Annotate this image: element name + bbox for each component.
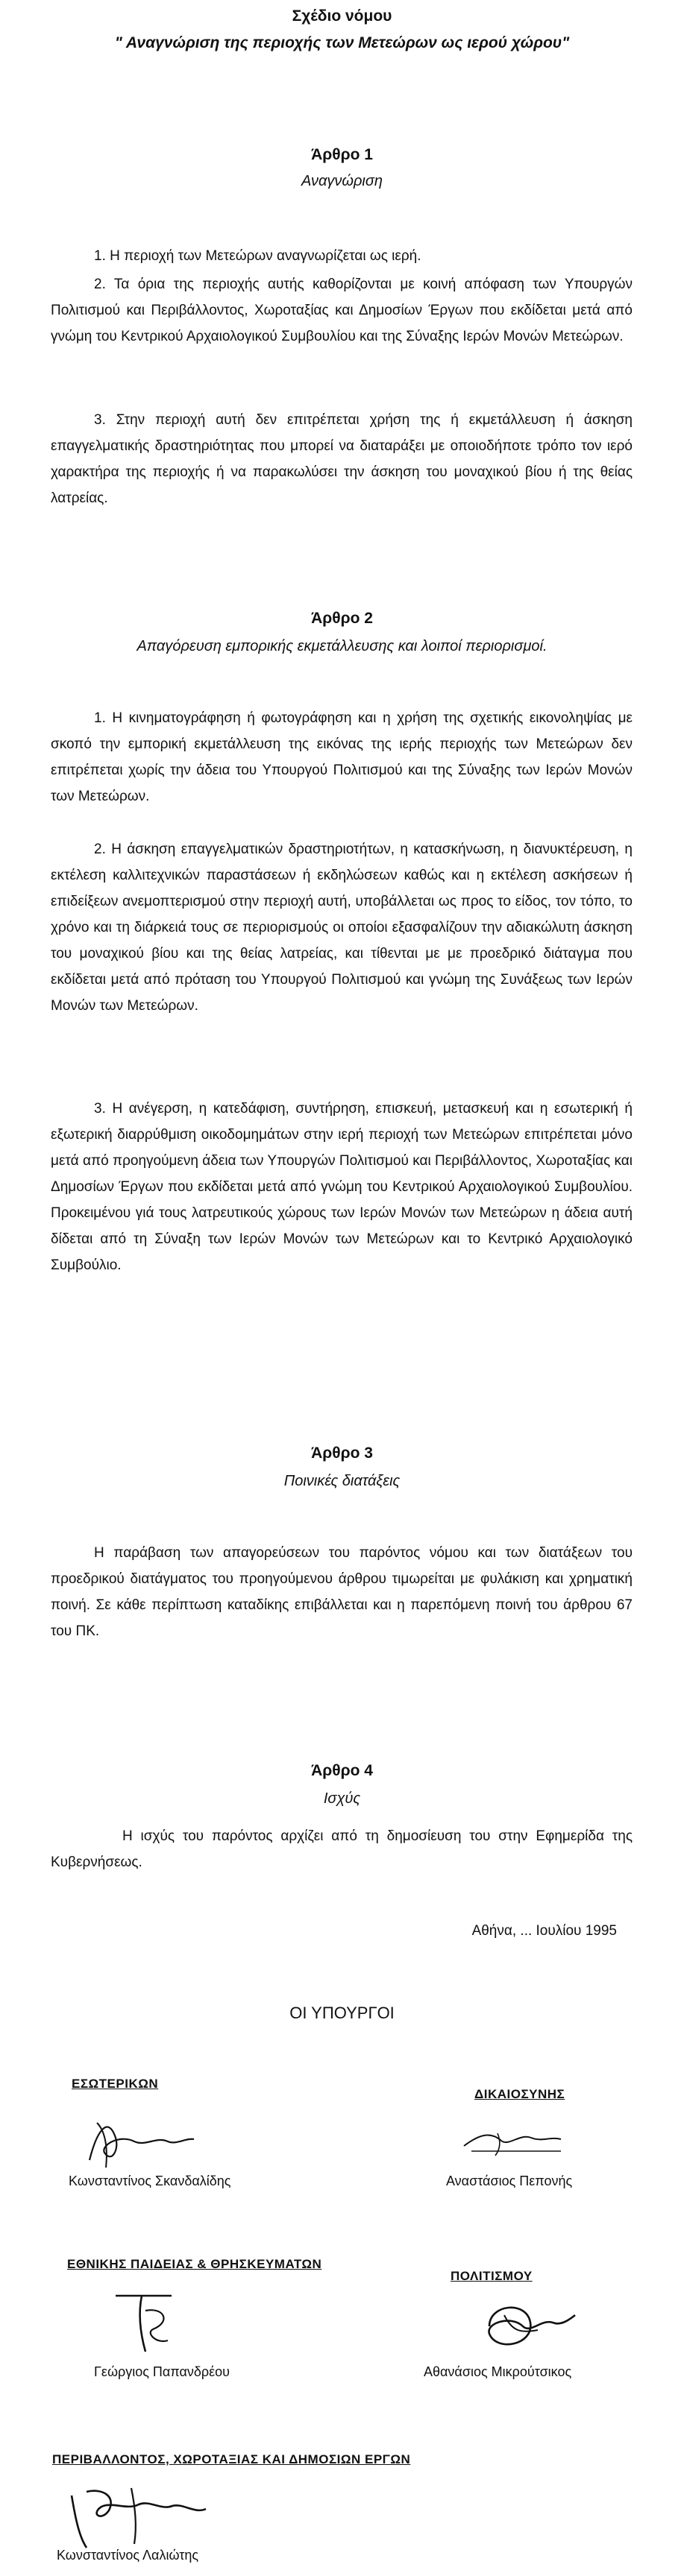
article-4-heading: Άρθρο 4 <box>311 1762 373 1779</box>
article-3-heading: Άρθρο 3 <box>311 1445 373 1462</box>
article-1-heading: Άρθρο 1 <box>311 146 373 163</box>
article-2-paragraph-3: 3. Η ανέγερση, η κατεδάφιση, συντήρηση, επισκευή, μετασκευή και η εσωτερική ή εξωτερική διαρρύθμιση οικοδομημάτων στην ιερή περιοχή των Μετεώρων επιτρέπεται μόνο μετά από προηγούμενη άδεια των Υπουργών Πολιτισμού και Περιβάλλοντος, Χωροταξίας και Δημοσίων Έργων που εκδίδεται μετά από γνώμη του Κεντρικού Αρχαιολογικού Συμβουλίου. Προκειμένου γιά τους λατρευτικούς χώρους των Ιερών Μονών των Μετεώρων η άδεια αυτή δίδεται από τη Σύναξη των Ιερών Μονών των Μετεώρων και το Κεντρικό Αρχαιολογικό Συμβούλιο. <box>51 1101 633 1273</box>
ministry-environment-label: ΠΕΡΙΒΑΛΛΟΝΤΟΣ, ΧΩΡΟΤΑΞΙΑΣ ΚΑΙ ΔΗΜΟΣΙΩΝ ΕΡΓΩΝ <box>52 2452 411 2466</box>
article-2-subtitle: Απαγόρευση εμπορικής εκμετάλλευσης και λοιποί περιορισμοί. <box>137 638 547 654</box>
ministry-culture-label: ΠΟΛΙΤΙΣΜΟΥ <box>451 2269 533 2283</box>
article-2-paragraph-1: 1. Η κινηματογράφηση ή φωτογράφηση και η χρήση της σχετικής εικονοληψίας με σκοπό την εμπορική εκμετάλλευση της εικόνας της ιερής περιοχής των Μετεώρων δεν επιτρέπεται χωρίς την άδεια του Υπουργού Πολιτισμού και της Σύναξης των Ιερών Μονών των Μετεώρων. <box>51 710 633 804</box>
signature-justice <box>456 2120 576 2165</box>
minister-culture-name: Αθανάσιος Μικρούτσικος <box>424 2364 572 2379</box>
article-4-paragraph-1: Η ισχύς του παρόντος αρχίζει από τη δημοσίευση του στην Εφημερίδα της Κυβερνήσεως. <box>51 1828 633 1870</box>
signature-environment <box>57 2473 221 2555</box>
article-3-paragraph-1: Η παράβαση των απαγορεύσεων του παρόντος νόμου και των διατάξεων του προεδρικού διατάγματος του προηγούμενου άρθρου τιμωρείται με φυλάκιση και χρηματική ποινή. Σε κάθε περίπτωση καταδίκης επιβάλλεται και η παρεπόμενη ποινή του άρθρου 67 του ΠΚ. <box>51 1545 633 1639</box>
date-line: Αθήνα, ... Ιουλίου 1995 <box>471 1923 617 1939</box>
minister-justice-name: Αναστάσιος Πεπονής <box>446 2174 573 2188</box>
article-1-paragraph-1: 1. Η περιοχή των Μετεώρων αναγνωρίζεται ως ιερή. <box>94 248 421 264</box>
minister-interior-name: Κωνσταντίνος Σκανδαλίδης <box>69 2174 231 2188</box>
signature-culture <box>467 2293 579 2360</box>
bill-title: Σχέδιο νόμου <box>292 7 392 25</box>
signature-education <box>104 2281 186 2363</box>
bill-subtitle: " Αναγνώριση της περιοχής των Μετεώρων ως ιερού χώρου" <box>114 34 570 51</box>
article-1-paragraph-2: 2. Τα όρια της περιοχής αυτής καθορίζονται με κοινή απόφαση των Υπουργών Πολιτισμού και Περιβάλλοντος, Χωροταξίας και Δημοσίων Έργων που εκδίδεται μετά από γνώμη του Κεντρικού Αρχαιολογικού Συμβουλίου και της Σύναξης Ιερών Μονών Μετεώρων. <box>51 277 633 344</box>
minister-environment-name: Κωνσταντίνος Λαλιώτης <box>57 2548 199 2563</box>
article-3-subtitle: Ποινικές διατάξεις <box>283 1473 401 1489</box>
ministry-education-label: ΕΘΝΙΚΗΣ ΠΑΙΔΕΙΑΣ & ΘΡΗΣΚΕΥΜΑΤΩΝ <box>67 2257 322 2271</box>
ministry-interior-label: ΕΣΩΤΕΡΙΚΩΝ <box>72 2077 159 2091</box>
signature-interior <box>75 2108 201 2175</box>
article-1-paragraph-3: 3. Στην περιοχή αυτή δεν επιτρέπεται χρήση της ή εκμετάλλευση ή άσκηση επαγγελματικής δραστηριότητας που μπορεί να διαταράξει με οποιοδήποτε τρόπο τον ιερό χαρακτήρα της περιοχής ή να παρακωλύσει την άσκηση του μοναχικού βίου ή της θείας λατρείας. <box>51 412 633 506</box>
article-1-subtitle: Αναγνώριση <box>301 173 383 189</box>
ministry-justice-label: ΔΙΚΑΙΟΣΥΝΗΣ <box>474 2087 565 2101</box>
minister-education-name: Γεώργιος Παπανδρέου <box>94 2364 230 2379</box>
ministers-heading: ΟΙ ΥΠΟΥΡΓΟΙ <box>289 2004 395 2022</box>
article-2-paragraph-2: 2. Η άσκηση επαγγελματικών δραστηριοτήτων, η κατασκήνωση, η διανυκτέρευση, η εκτέλεση καλλιτεχνικών παραστάσεων ή εκδηλώσεων καθώς και η εκτέλεση ασκήσεων ή επιδείξεων ανεμοπτερισμού στην περιοχή αυτή, υποβάλλεται ως προς το είδος, τον τόπο, το χρόνο και τη διάρκειά τους σε περιορισμούς οι οποίοι εξασφαλίζουν την αδιακώλυτη άσκηση του μοναχικού βίου και της θείας λατρείας, και τίθενται με με προεδρικό διάταγμα που εκδίδεται μετά από πρόταση του Υπουργού Πολιτισμού και γνώμη της Συνάξεως των Ιερών Μονών των Μετεώρων. <box>51 842 633 1014</box>
article-4-subtitle: Ισχύς <box>323 1790 361 1807</box>
article-2-heading: Άρθρο 2 <box>311 610 373 627</box>
